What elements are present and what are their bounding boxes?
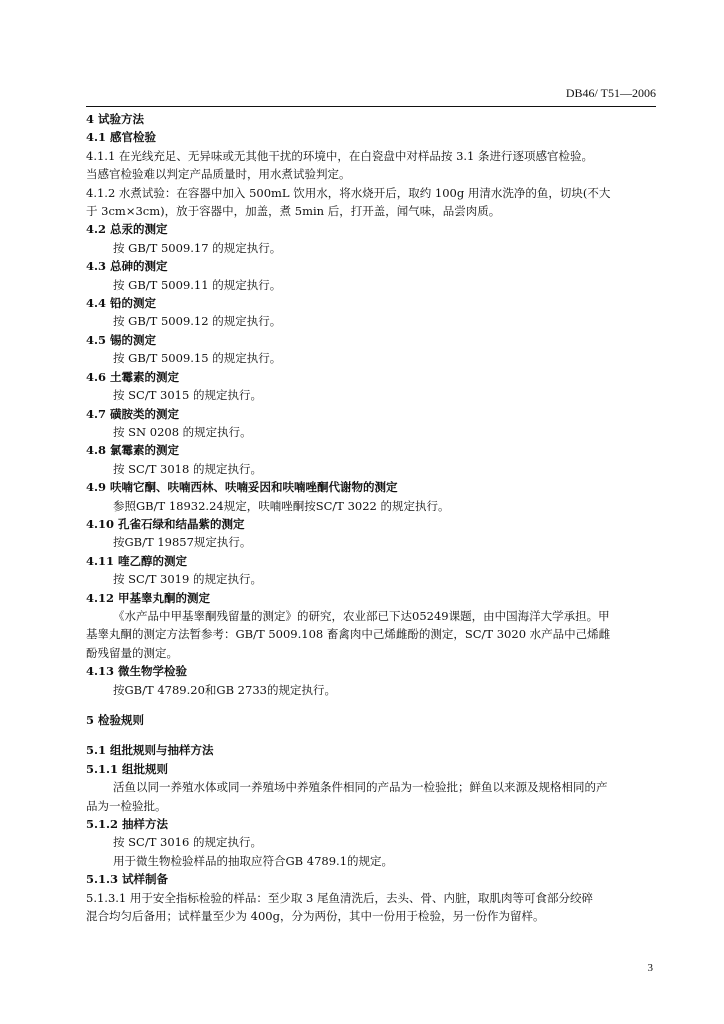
body-text-line: 按GB/T 4789.20和GB 2733的规定执行。 (113, 682, 336, 697)
subsection-heading: 4.11 喹乙醇的测定 (86, 553, 188, 568)
subsection-heading: 4.2 总汞的测定 (86, 222, 168, 237)
section-spacer (86, 699, 658, 711)
subsection-heading: 4.8 氯霉素的测定 (86, 443, 180, 458)
subsection-heading: 4.12 甲基睾丸酮的测定 (86, 590, 211, 605)
section-heading: 4 试验方法 (86, 112, 145, 126)
subsection-heading: 4.3 总砷的测定 (86, 259, 168, 274)
body-text-line: 按 SC/T 3016 的规定执行。 (113, 835, 262, 850)
body-text-line: 按 GB/T 5009.11 的规定执行。 (113, 277, 282, 292)
page-number: 3 (647, 962, 653, 974)
body-text-line: 混合均匀后备用；试样量至少为 400g，分为两份，其中一份用于检验，另一份作为留样。 (86, 909, 545, 924)
header-divider (86, 106, 656, 107)
body-text-line: 按 SC/T 3019 的规定执行。 (113, 572, 262, 587)
subsection-heading: 4.6 土霉素的测定 (86, 369, 180, 384)
body-text-line: 活鱼以同一养殖水体或同一养殖场中养殖条件相同的产品为一检验批；鲜鱼以来源及规格相同的产 (113, 780, 608, 795)
body-text-line: 4.1.1 在光线充足、无异味或无其他干扰的环境中，在白瓷盘中对样品按 3.1 条进行逐项感官检验。 (86, 148, 594, 163)
subsection-heading: 4.5 锡的测定 (86, 332, 157, 347)
subsection-heading: 5.1 组批规则与抽样方法 (86, 743, 214, 758)
subsection-heading: 5.1.3 试样制备 (86, 872, 169, 887)
subsection-heading: 4.7 磺胺类的测定 (86, 406, 180, 421)
body-text-line: 《水产品中甲基睾酮残留量的测定》的研究，农业部已下达05249课题，由中国海洋大学承担。甲 (113, 608, 610, 623)
body-text-line: 按 GB/T 5009.12 的规定执行。 (113, 314, 282, 329)
body-text-line: 用于微生物检验样品的抽取应符合GB 4789.1的规定。 (113, 853, 394, 868)
body-text-line: 当感官检验难以判定产品质量时，用水煮试验判定。 (86, 167, 351, 182)
section-spacer (86, 729, 658, 741)
body-text-line: 于 3cm×3cm)，放于容器中，加盖，煮 5min 后，打开盖，闻气味，品尝肉质。 (86, 204, 501, 219)
document-code: DB46/ T51—2006 (565, 86, 656, 100)
body-text-line: 按 GB/T 5009.15 的规定执行。 (113, 351, 282, 366)
document-body (86, 110, 658, 925)
subsection-heading: 5.1.1 组批规则 (86, 761, 169, 776)
section-heading: 5 检验规则 (86, 713, 145, 727)
body-text-line: 按 SC/T 3015 的规定执行。 (113, 388, 262, 403)
subsection-heading: 4.10 孔雀石绿和结晶紫的测定 (86, 516, 245, 531)
subsection-heading: 4.4 铅的测定 (86, 296, 157, 311)
body-text-line: 5.1.3.1 用于安全指标检验的样品：至少取 3 尾鱼清洗后，去头、骨、内脏，取肌肉等可食部分绞碎 (86, 890, 594, 905)
body-text-line: 按GB/T 19857规定执行。 (113, 535, 252, 550)
body-text-line: 酚残留量的测定。 (86, 645, 178, 660)
body-text-line: 参照GB/T 18932.24规定，呋喃唑酮按SC/T 3022 的规定执行。 (113, 498, 450, 513)
body-text-line: 按 SC/T 3018 的规定执行。 (113, 461, 262, 476)
subsection-heading: 4.13 微生物学检验 (86, 664, 188, 679)
subsection-heading: 5.1.2 抽样方法 (86, 817, 169, 832)
body-text-line: 4.1.2 水煮试验：在容器中加入 500mL 饮用水，将水烧开后，取约 100g 用清水洗净的鱼，切块(不大 (86, 185, 611, 200)
body-text-line: 基睾丸酮的测定方法暂参考：GB/T 5009.108 畜禽肉中己烯雌酚的测定，SC/T 3020 水产品中己烯雌 (86, 627, 611, 642)
body-text-line: 按 SN 0208 的规定执行。 (113, 424, 252, 439)
subsection-heading: 4.1 感官检验 (86, 130, 157, 145)
subsection-heading: 4.9 呋喃它酮、呋喃西林、呋喃妥因和呋喃唑酮代谢物的测定 (86, 480, 398, 495)
body-text-line: 品为一检验批。 (86, 798, 167, 813)
body-text-line: 按 GB/T 5009.17 的规定执行。 (113, 240, 282, 255)
